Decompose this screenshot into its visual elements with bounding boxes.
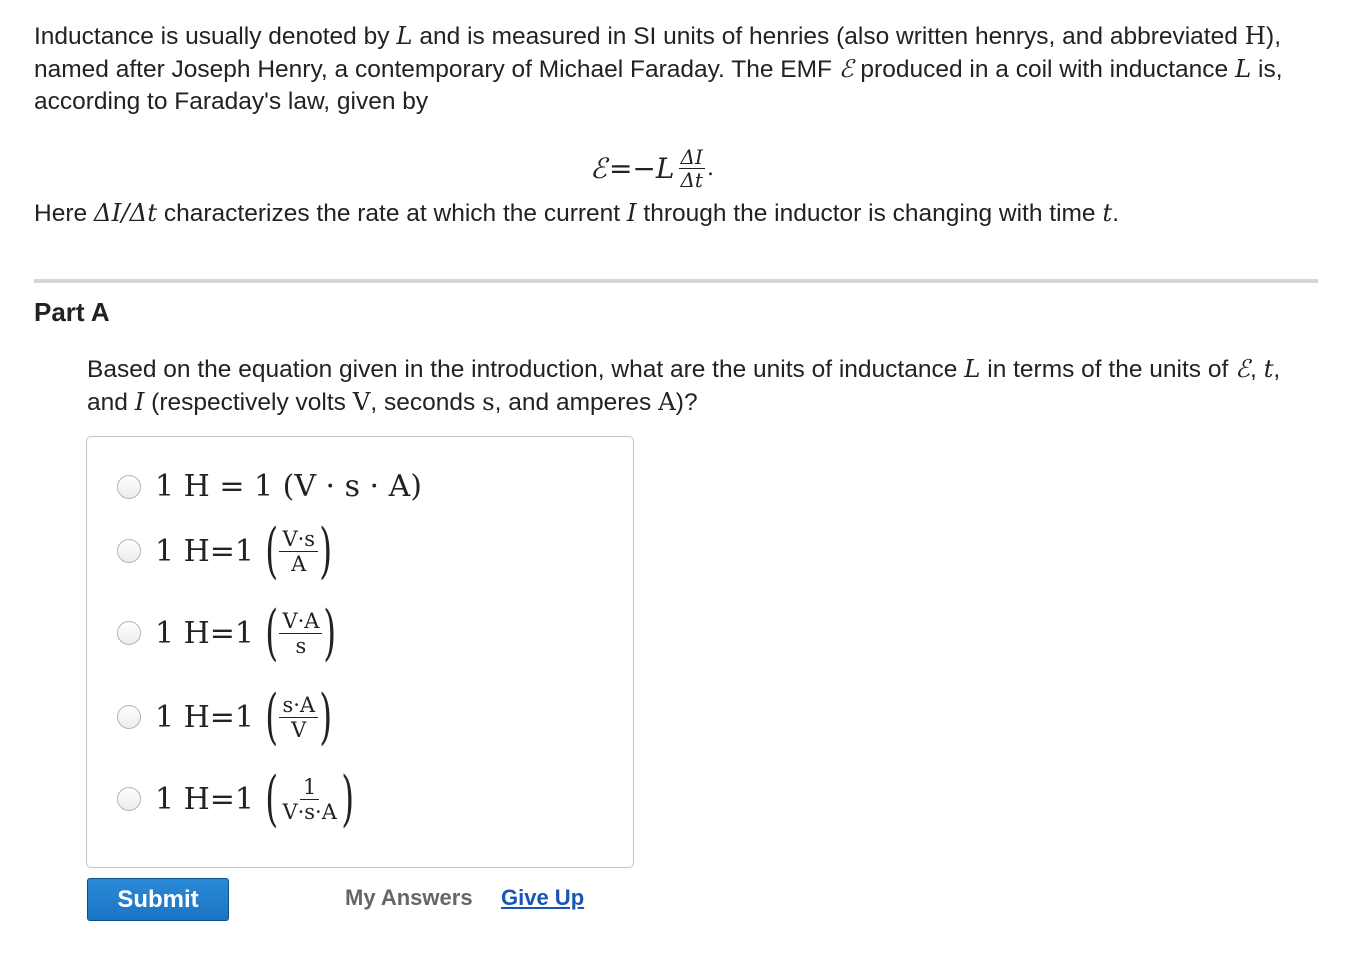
radio-button[interactable] (117, 787, 141, 811)
equation-rhs-prefix: =−L (608, 151, 675, 185)
option-4[interactable] (117, 682, 333, 752)
symbol-emf: ℰ (838, 54, 854, 83)
faraday-equation (0, 138, 1354, 198)
equation-period: . (706, 155, 714, 181)
option-4-label: 1 H=1 ( $\frac{s\cdot A}{V}$ ) (155, 682, 333, 752)
section-divider (34, 279, 1318, 283)
unit-s: s (482, 387, 495, 416)
radio-button[interactable] (117, 475, 141, 499)
option-2-label: 1 H=1 ( $\frac{V\cdot s}{A}$ ) (155, 516, 333, 586)
answer-options-box (86, 436, 634, 868)
radio-button[interactable] (117, 539, 141, 563)
symbol-t: t (1102, 198, 1113, 227)
give-up-link[interactable]: Give Up (501, 885, 585, 910)
unit-V: V (352, 387, 371, 416)
equation-denominator: Δt (680, 167, 703, 192)
equation-fraction (678, 146, 704, 191)
option-3-denominator: s (295, 633, 307, 658)
option-1[interactable] (117, 469, 422, 504)
radio-button[interactable] (117, 705, 141, 729)
option-4-numerator: s·A (279, 693, 318, 718)
my-answers-label: My Answers (345, 885, 473, 910)
option-5-label: 1 H=1 ( $\frac{1}{V\cdot s\cdot A}$ ) (155, 764, 355, 834)
option-2[interactable] (117, 516, 333, 586)
radio-button[interactable] (117, 621, 141, 645)
rate-symbol: ΔI/Δt (93, 198, 158, 227)
option-4-denominator: V (291, 717, 307, 742)
symbol-H: H (1244, 21, 1267, 50)
equation-lhs: ℰ (590, 151, 607, 185)
option-5[interactable] (117, 764, 355, 834)
symbol-t: t (1263, 354, 1274, 383)
option-2-numerator: V·s (279, 527, 318, 552)
symbol-L: L (1234, 54, 1252, 83)
symbol-I: I (626, 198, 637, 227)
part-title: Part A (34, 297, 110, 327)
option-3-numerator: V·A (279, 609, 322, 634)
option-1-label: 1 H = 1 (V · s · A) (155, 469, 422, 504)
rate-explanation: Here ΔI/Δt characterizes the rate at which the current I through the inductor is changing with time t. (34, 198, 1120, 227)
option-2-denominator: A (291, 551, 307, 576)
symbol-I: I (134, 387, 145, 416)
option-5-numerator: 1 (300, 775, 319, 800)
submit-button[interactable]: Submit (87, 878, 229, 921)
symbol-emf: ℰ (1235, 354, 1250, 383)
option-3[interactable] (117, 598, 338, 668)
question-text: Based on the equation given in the introduction, what are the units of inductance L in terms of the units of ℰ, t, and I (respectively volts V, seconds s, and amperes A)? (87, 354, 1281, 416)
symbol-L: L (964, 354, 981, 383)
intro-paragraph: Inductance is usually denoted by L and is measured in SI units of henries (also written henrys, and abbreviated H), named after Joseph Henry, a contemporary of Michael Faraday. The EMF ℰ produced in a coil with inductance L is, according to Faraday's law, given by (34, 21, 1283, 115)
symbol-L: L (396, 21, 413, 50)
option-3-label: 1 H=1 ( $\frac{V\cdot A}{s}$ ) (155, 598, 337, 668)
option-5-denominator: V·s·A (282, 799, 337, 824)
equation-numerator: ΔI (680, 144, 703, 169)
unit-A: A (658, 387, 676, 416)
